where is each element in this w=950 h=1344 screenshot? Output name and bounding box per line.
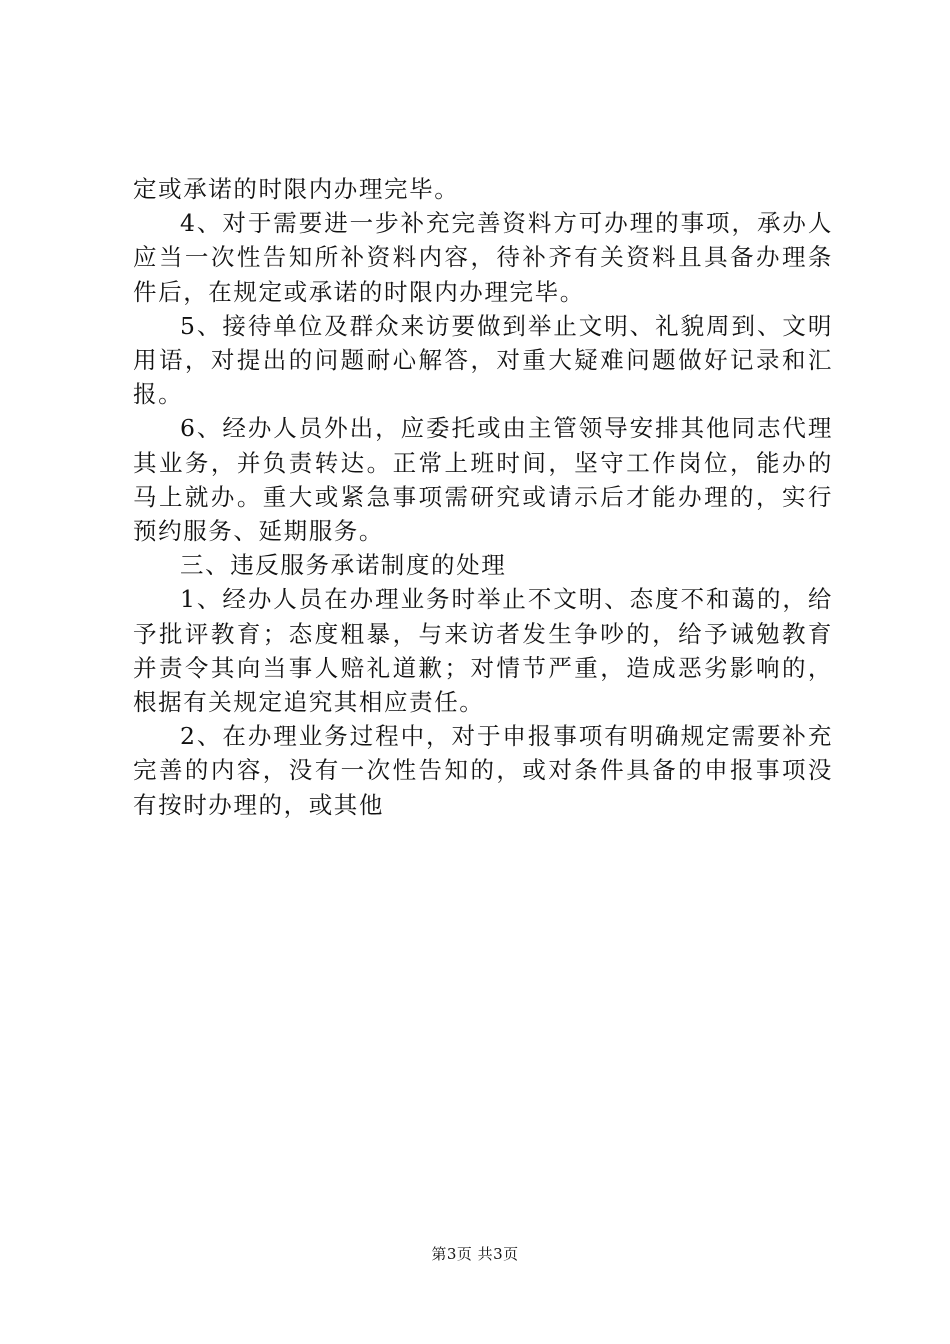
paragraph-continuation: 定或承诺的时限内办理完毕。 <box>133 175 460 203</box>
paragraph-violation-1: 1、经办人员在办理业务时举止不文明、态度不和蔼的，给予批评教育；态度粗暴，与来访者发生争吵的，给予诫勉教育并责令其向当事人赔礼道歉；对情节严重，造成恶劣影响的，根据有关规定追究其相应责任。 <box>133 585 833 717</box>
paragraph-item-5: 5、接待单位及群众来访要做到举止文明、礼貌周到、文明用语，对提出的问题耐心解答，对重大疑难问题做好记录和汇报。 <box>133 311 833 409</box>
section-heading-3: 三、违反服务承诺制度的处理 <box>180 551 507 580</box>
document-body <box>133 172 833 822</box>
paragraph-item-4: 4、对于需要进一步补充完善资料方可办理的事项，承办人应当一次性告知所补资料内容，待补齐有关资料且具备办理条件后，在规定或承诺的时限内办理完毕。 <box>133 209 833 306</box>
paragraph-item-6: 6、经办人员外出，应委托或由主管领导安排其他同志代理其业务，并负责转达。正常上班时间，坚守工作岗位，能办的马上就办。重大或紧急事项需研究或请示后才能办理的，实行预约服务、延期服务。 <box>133 414 833 546</box>
paragraph-violation-2: 2、在办理业务过程中，对于申报事项有明确规定需要补充完善的内容，没有一次性告知的，或对条件具备的申报事项没有按时办理的，或其他 <box>133 722 833 819</box>
page-number-footer: 第3页 共3页 <box>431 1245 519 1263</box>
